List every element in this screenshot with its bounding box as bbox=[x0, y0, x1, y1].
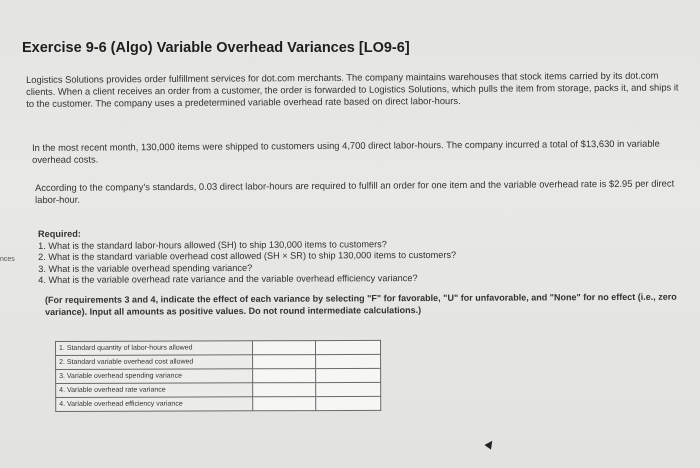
table-row bbox=[56, 382, 381, 397]
table-row bbox=[56, 396, 381, 411]
amount-input[interactable] bbox=[253, 397, 316, 411]
effect-select[interactable] bbox=[316, 340, 381, 354]
table-row bbox=[56, 340, 381, 355]
table-row bbox=[56, 368, 381, 383]
required-item: 2. What is the standard variable overhead cost allowed (SH × SR) to ship 130,000 items to customers? bbox=[38, 249, 457, 263]
row-label: 3. Variable overhead spending variance bbox=[56, 369, 253, 384]
sidebar-fragment: nces bbox=[0, 256, 15, 263]
answer-table bbox=[55, 340, 381, 412]
instructions-text: (For requirements 3 and 4, indicate the effect of each variance by selecting "F" for favorable, "U" for unfavorable, and "None" for no effect (i.e., zero variance). Input all amounts as positive values. Do not round intermediate calculations.) bbox=[45, 291, 677, 317]
required-item: 3. What is the variable overhead spending variance? bbox=[38, 262, 253, 274]
row-label: 1. Standard quantity of labor-hours allowed bbox=[56, 341, 253, 356]
required-item: 4. What is the variable overhead rate variance and the variable overhead efficiency variance? bbox=[38, 273, 418, 286]
amount-input[interactable] bbox=[253, 383, 316, 397]
required-heading: Required: bbox=[38, 228, 81, 239]
mouse-cursor-icon bbox=[484, 438, 495, 449]
row-label: 4. Variable overhead rate variance bbox=[56, 383, 253, 398]
effect-select[interactable] bbox=[316, 368, 381, 382]
required-item: 1. What is the standard labor-hours allowed (SH) to ship 130,000 items to customers? bbox=[38, 238, 387, 251]
table-row bbox=[56, 354, 381, 369]
exercise-title: Exercise 9-6 (Algo) Variable Overhead Variances [LO9-6] bbox=[22, 40, 410, 56]
amount-input[interactable] bbox=[253, 355, 316, 369]
row-label: 2. Standard variable overhead cost allowed bbox=[56, 355, 253, 370]
effect-select[interactable] bbox=[316, 382, 381, 396]
problem-paragraph: Logistics Solutions provides order fulfillment services for dot.com merchants. The company maintains warehouses that stock items carried by its dot.com clients. When a client receives an order from a customer, the order is forwarded to Logistics Solutions, which pulls the item from storage, packs it, and ships it to the customer. The company uses a predetermined variable overhead rate based on direct labor-hours. bbox=[26, 69, 679, 110]
row-label: 4. Variable overhead efficiency variance bbox=[56, 397, 253, 412]
amount-input[interactable] bbox=[253, 341, 316, 355]
effect-select[interactable] bbox=[316, 354, 381, 368]
problem-paragraph: According to the company's standards, 0.03 direct labor-hours are required to fulfill an order for one item and the variable overhead rate is $2.95 per direct labor-hour. bbox=[35, 177, 675, 206]
required-section bbox=[38, 227, 456, 287]
effect-select[interactable] bbox=[316, 396, 381, 410]
amount-input[interactable] bbox=[253, 369, 316, 383]
problem-paragraph: In the most recent month, 130,000 items were shipped to customers using 4,700 direct labor-hours. The company incurred a total of $13,630 in variable overhead costs. bbox=[32, 137, 660, 166]
